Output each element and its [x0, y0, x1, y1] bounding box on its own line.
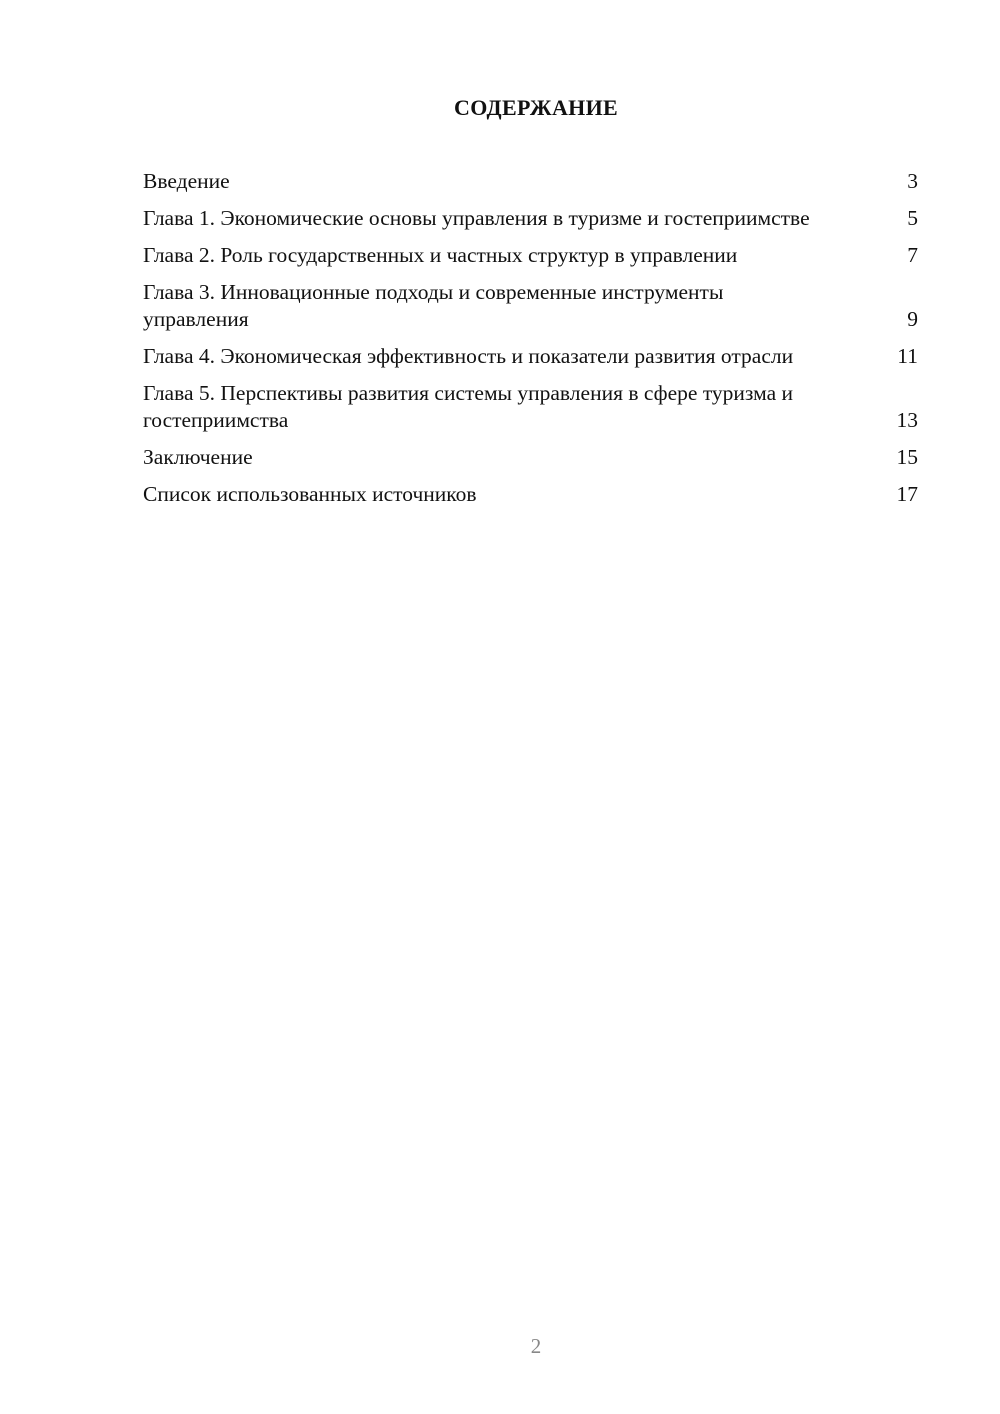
toc-entry-text: Глава 2. Роль государственных и частных структур в управлении — [143, 243, 738, 267]
toc-entry-page: 11 — [897, 344, 918, 368]
toc-entry-page: 17 — [896, 482, 918, 506]
toc-entry-introduction[interactable] — [143, 168, 918, 195]
toc-entry-text: Глава 5. Перспективы развития системы управления в сфере туризма и гостеприимства — [143, 381, 794, 432]
toc-entry-text: Заключение — [143, 445, 253, 469]
toc-entry-page: 7 — [907, 243, 918, 267]
toc-entry-conclusion[interactable] — [143, 444, 918, 471]
toc-entry-text: Глава 1. Экономические основы управления в туризме и гостеприимстве — [143, 206, 810, 230]
toc-entry-page: 9 — [907, 307, 918, 331]
toc-entry-text: Глава 3. Инновационные подходы и современные инструменты управления — [143, 280, 724, 331]
toc-entry-chapter-5[interactable] — [143, 380, 918, 434]
toc-entry-page: 13 — [896, 408, 918, 432]
toc-entry-chapter-2[interactable] — [143, 242, 918, 269]
toc-entry-text: Глава 4. Экономическая эффективность и показатели развития отрасли — [143, 344, 794, 368]
toc-title: СОДЕРЖАНИЕ — [454, 95, 618, 120]
toc-entry-page: 5 — [907, 206, 918, 230]
toc-entry-text: Введение — [143, 169, 230, 193]
toc-entry-chapter-1[interactable] — [143, 205, 918, 232]
toc-entry-chapter-4[interactable] — [143, 343, 918, 370]
toc-entry-page: 15 — [896, 445, 918, 469]
toc-entry-references[interactable] — [143, 481, 918, 508]
toc-entry-page: 3 — [907, 169, 918, 193]
toc-entry-chapter-3[interactable] — [143, 279, 918, 333]
page-number: 2 — [530, 1334, 542, 1358]
toc-entry-text: Список использованных источников — [143, 482, 477, 506]
table-of-contents — [143, 168, 918, 518]
